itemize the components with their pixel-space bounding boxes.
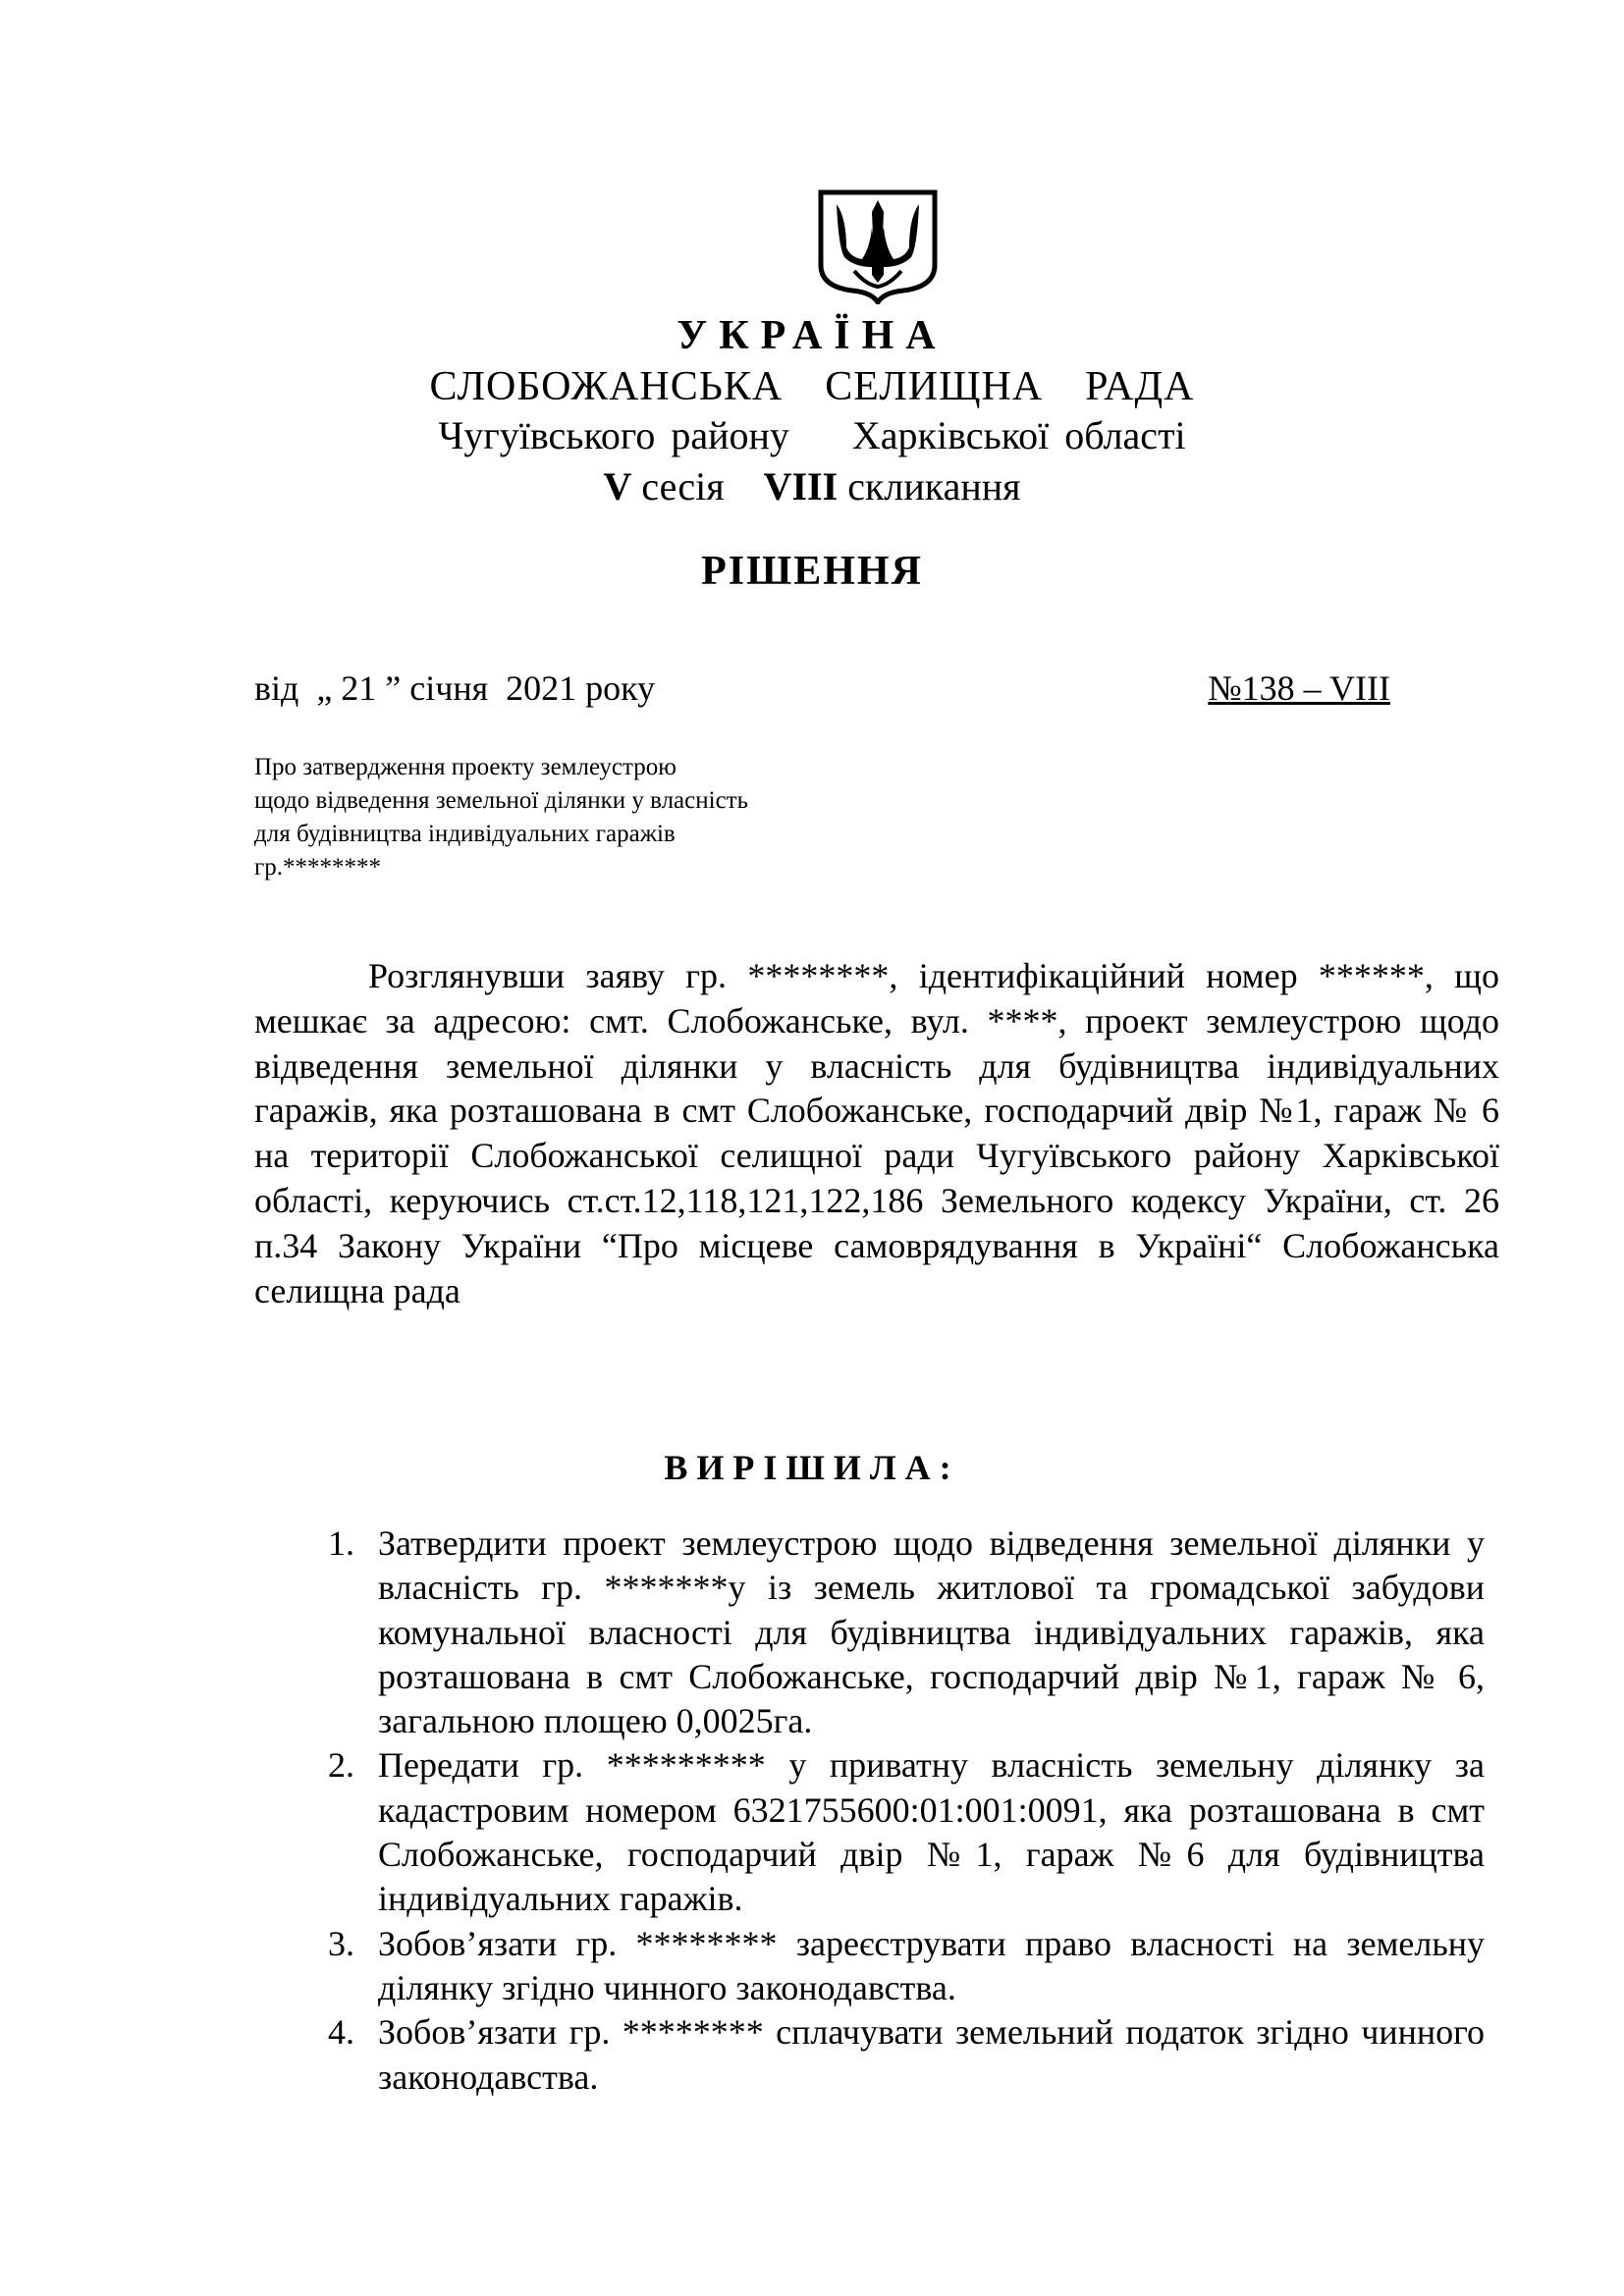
- decision-subject: [254, 751, 748, 884]
- session-number: V: [603, 464, 632, 508]
- resolution-list: [328, 1522, 1485, 2100]
- convocation-number: VIII: [763, 464, 839, 508]
- item-number: 3.: [328, 1923, 354, 1963]
- decision-date: від „ 21 ” січня 2021 року: [254, 668, 656, 708]
- item-text: Передати гр. ********* у приватну власність земельну ділянку за кадастровим номером 6321755600:01:001:0091, яка розташована в смт Слобожанське, господарчий двір №1, гараж №6 для будівництва індивідуальних гаражів.: [378, 1745, 1485, 1919]
- item-text: Затвердити проект землеустрою щодо відведення земельної ділянки у власність гр. *******у із земель житлової та громадської забудови комунальної власності для будівництва індивідуальних гаражів, яка розташована в смт Слобожанське, господарчий двір №1, гараж № 6, загальною площею 0,0025га.: [378, 1523, 1485, 1741]
- document-title: РІШЕННЯ: [701, 549, 923, 594]
- subject-line: щодо відведення земельної ділянки у власність: [254, 787, 748, 814]
- resolved-heading: ВИРІШИЛА:: [664, 1448, 960, 1487]
- subject-line: Про затвердження проекту землеустрою: [254, 754, 677, 780]
- item-text: Зобов’язати гр. ******** сплачувати земельний податок згідно чинного законодавства.: [378, 2012, 1485, 2097]
- item-number: 1.: [328, 1523, 354, 1563]
- item-number: 4.: [328, 2012, 354, 2053]
- district-heading: Чугуївського району Харківської області: [438, 413, 1186, 457]
- item-text: Зобов’язати гр. ******** зареєструвати право власності на земельну ділянку згідно чинного законодавства.: [378, 1923, 1485, 2007]
- convocation-word: скликання: [847, 464, 1021, 508]
- council-heading: СЛОБОЖАНСЬКА СЕЛИЩНА РАДА: [429, 364, 1195, 409]
- list-item: [328, 1922, 1485, 2011]
- trident-coat-of-arms-icon: [815, 188, 941, 304]
- decision-number: №138 – VIII: [1208, 668, 1390, 708]
- list-item: [328, 1743, 1485, 1921]
- session-heading: [0, 463, 1624, 509]
- session-word: сесія: [641, 464, 725, 508]
- preamble-paragraph: Розглянувши заяву гр. ********, ідентифікаційний номер ******, що мешкає за адресою: смт. Слобожанське, вул. ****, проект землеустрою щодо відведення земельної ділянки у власність для будівництва індивідуальних гаражів, яка розташована в смт Слобожанське, господарчий двір №1, гараж № 6 на території Слобожанської селищної ради Чугуївського району Харківської області, керуючись ст.ст.12,118,121,122,186 Земельного кодексу України, ст. 26 п.34 Закону України “Про місцеве самоврядування в Україні“ Слобожанська селищна рада: [254, 956, 1499, 1310]
- list-item: [328, 2010, 1485, 2100]
- item-number: 2.: [328, 1745, 354, 1786]
- country-heading: УКРАЇНА: [677, 313, 947, 358]
- list-item: [328, 1522, 1485, 1743]
- subject-line: для будівництва індивідуальних гаражів: [254, 821, 676, 847]
- subject-line: гр.********: [254, 854, 382, 881]
